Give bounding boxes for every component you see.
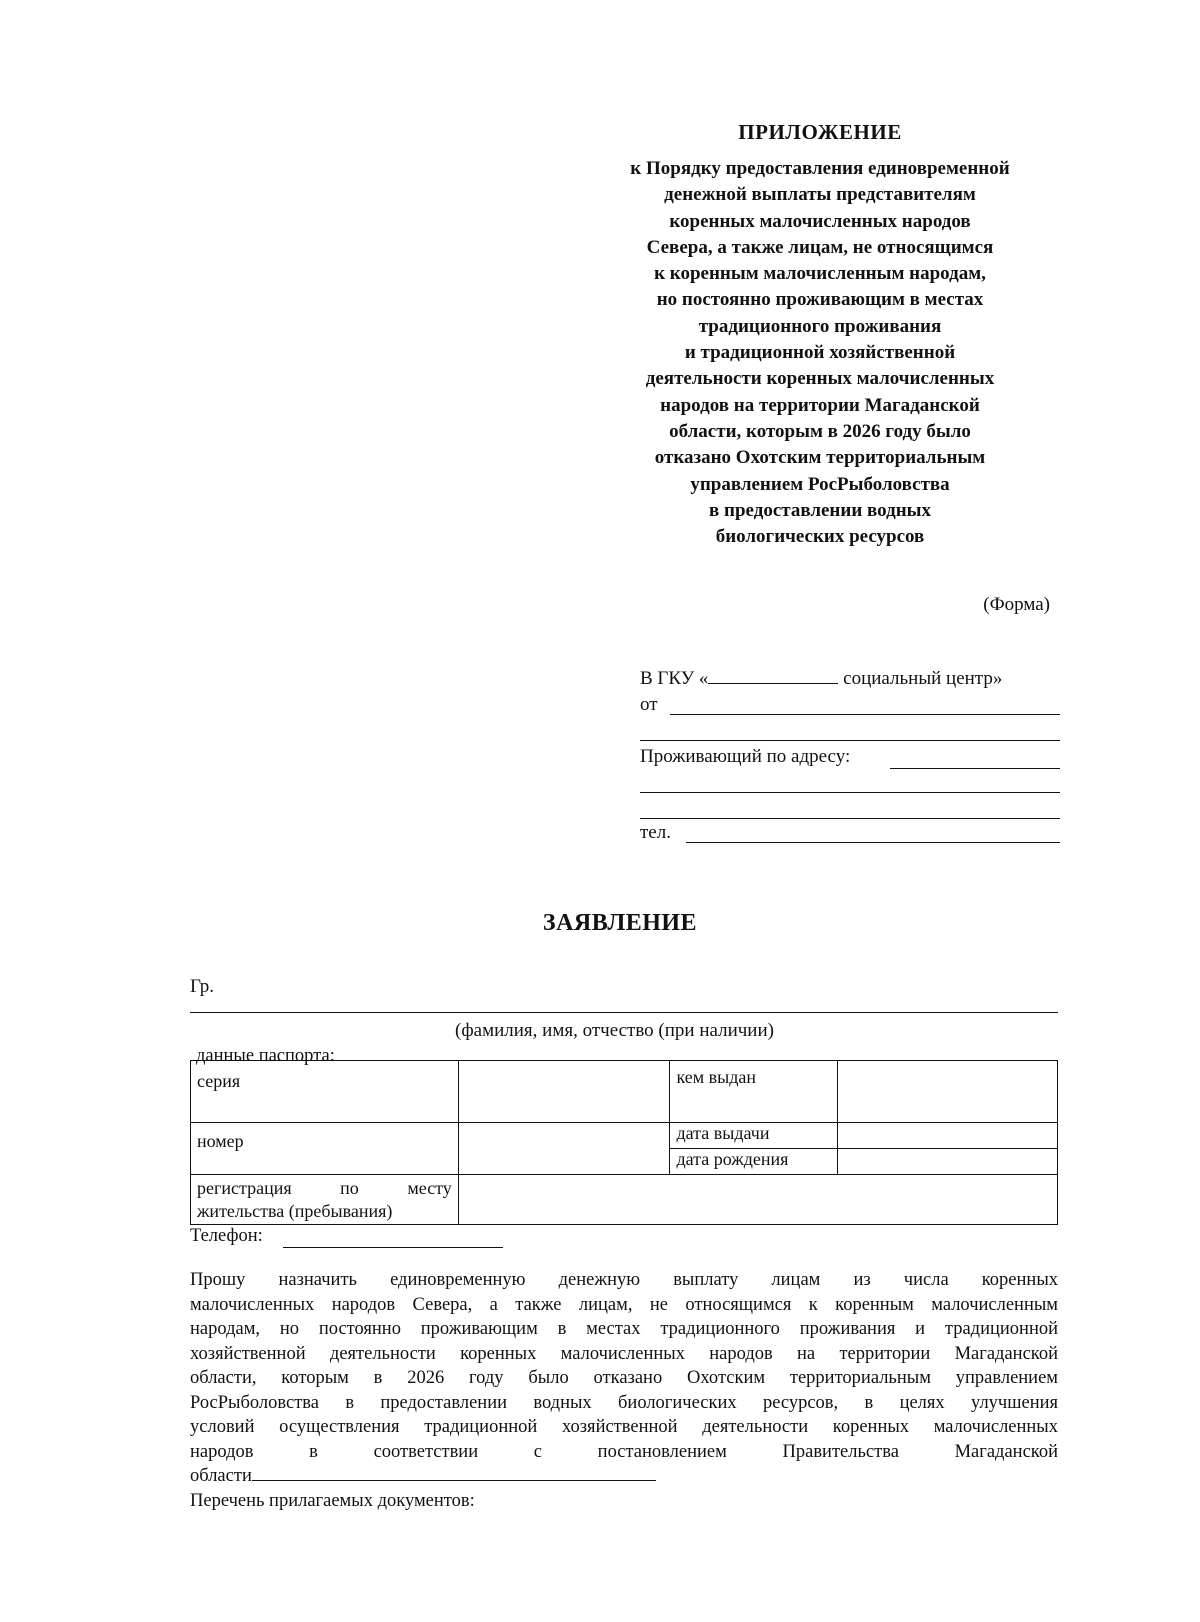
- request-line: народам, но постоянно проживающим в местах традиционного проживания и традиционной: [190, 1319, 1058, 1339]
- appendix-subtitle: [570, 156, 1070, 550]
- appendix-line: в предоставлении водных: [709, 499, 931, 521]
- registration-label-line-2: жительства (пребывания): [197, 1201, 393, 1221]
- full-name-field[interactable]: [190, 1012, 1058, 1013]
- number-field[interactable]: [458, 1123, 670, 1175]
- appendix-line: денежной выплаты представителям: [664, 184, 976, 206]
- request-paragraph: [190, 1268, 1058, 1513]
- registration-label: [191, 1175, 459, 1225]
- appendix-title: ПРИЛОЖЕНИЕ: [738, 120, 902, 144]
- address-field-line-3[interactable]: [640, 818, 1060, 819]
- request-line: народов в соответствии с постановлением Правительства Магаданской: [190, 1441, 1058, 1462]
- address-field[interactable]: [890, 768, 1060, 769]
- issued-by-label: кем выдан: [670, 1061, 838, 1123]
- resolution-field[interactable]: [252, 1466, 656, 1481]
- address-label: Проживающий по адресу:: [640, 746, 851, 767]
- request-line: хозяйственной деятельности коренных малочисленных народов на территории Магаданской: [190, 1343, 1058, 1364]
- birth-date-label: дата рождения: [670, 1149, 838, 1175]
- issued-by-field[interactable]: [838, 1061, 1058, 1123]
- issue-date-label: дата выдачи: [670, 1123, 838, 1149]
- telephone-label: Телефон:: [190, 1226, 263, 1246]
- documents-label: Перечень прилагаемых документов:: [190, 1490, 475, 1511]
- series-label: серия: [191, 1061, 459, 1123]
- request-line: Прошу назначить единовременную денежную выплату лицам из числа коренных: [190, 1270, 1058, 1290]
- citizen-label: Гр.: [190, 976, 215, 997]
- phone-label: тел.: [640, 822, 671, 843]
- address-field-line-2[interactable]: [640, 792, 1060, 793]
- center-name-field[interactable]: [708, 669, 838, 684]
- appendix-line: управлением РосРыболовства: [690, 473, 950, 495]
- form-label: (Форма): [983, 594, 1050, 615]
- from-field-line-2[interactable]: [640, 740, 1060, 741]
- oblast-line: [190, 1464, 1058, 1489]
- request-line: РосРыболовства в предоставлении водных биологических ресурсов, в целях улучшения: [190, 1392, 1058, 1413]
- request-line: условий осуществления традиционной хозяйственной деятельности коренных малочисленных: [190, 1417, 1058, 1437]
- telephone-field[interactable]: [283, 1247, 503, 1248]
- passport-label: данные паспорта:: [196, 1046, 335, 1066]
- appendix-line: традиционного проживания: [698, 315, 942, 337]
- phone-field[interactable]: [686, 842, 1060, 843]
- addressee-to: [640, 668, 1050, 690]
- appendix-line: отказано Охотским территориальным: [654, 447, 986, 469]
- from-field[interactable]: [670, 714, 1060, 715]
- registration-label-line-1: регистрация по месту: [197, 1178, 452, 1198]
- passport-table: [190, 1060, 1058, 1225]
- appendix-line: к Порядку предоставления единовременной: [630, 158, 1010, 179]
- registration-field[interactable]: [458, 1175, 1057, 1225]
- addressee-to-suffix: социальный центр»: [843, 668, 1003, 689]
- birth-date-field[interactable]: [838, 1149, 1058, 1175]
- addressee-from-label: от: [640, 694, 658, 715]
- appendix-line: народов на территории Магаданской: [660, 394, 980, 416]
- request-line: малочисленных народов Севера, а также лицам, не относящимся к коренным малочисленным: [190, 1294, 1058, 1315]
- appendix-line: коренных малочисленных народов: [669, 210, 971, 232]
- issue-date-field[interactable]: [838, 1123, 1058, 1149]
- appendix-line: деятельности коренных малочисленных: [645, 368, 995, 390]
- appendix-line: биологических ресурсов: [715, 526, 925, 548]
- appendix-line: области, которым в 2026 году было: [669, 420, 971, 442]
- appendix-line: но постоянно проживающим в местах: [656, 289, 984, 311]
- appendix-line: и традиционной хозяйственной: [684, 342, 956, 364]
- oblast-label: области: [190, 1466, 252, 1486]
- series-field[interactable]: [458, 1061, 670, 1123]
- appendix-line: к коренным малочисленным народам,: [654, 263, 986, 285]
- appendix-line: Севера, а также лицам, не относящимся: [646, 236, 994, 258]
- statement-title: ЗАЯВЛЕНИЕ: [542, 910, 698, 936]
- number-label: номер: [191, 1123, 459, 1175]
- full-name-caption: (фамилия, имя, отчество (при наличии): [455, 1020, 774, 1041]
- request-line: области, которым в 2026 году было отказано Охотским территориальным управлением: [190, 1368, 1058, 1388]
- addressee-to-prefix: В ГКУ «: [640, 668, 709, 689]
